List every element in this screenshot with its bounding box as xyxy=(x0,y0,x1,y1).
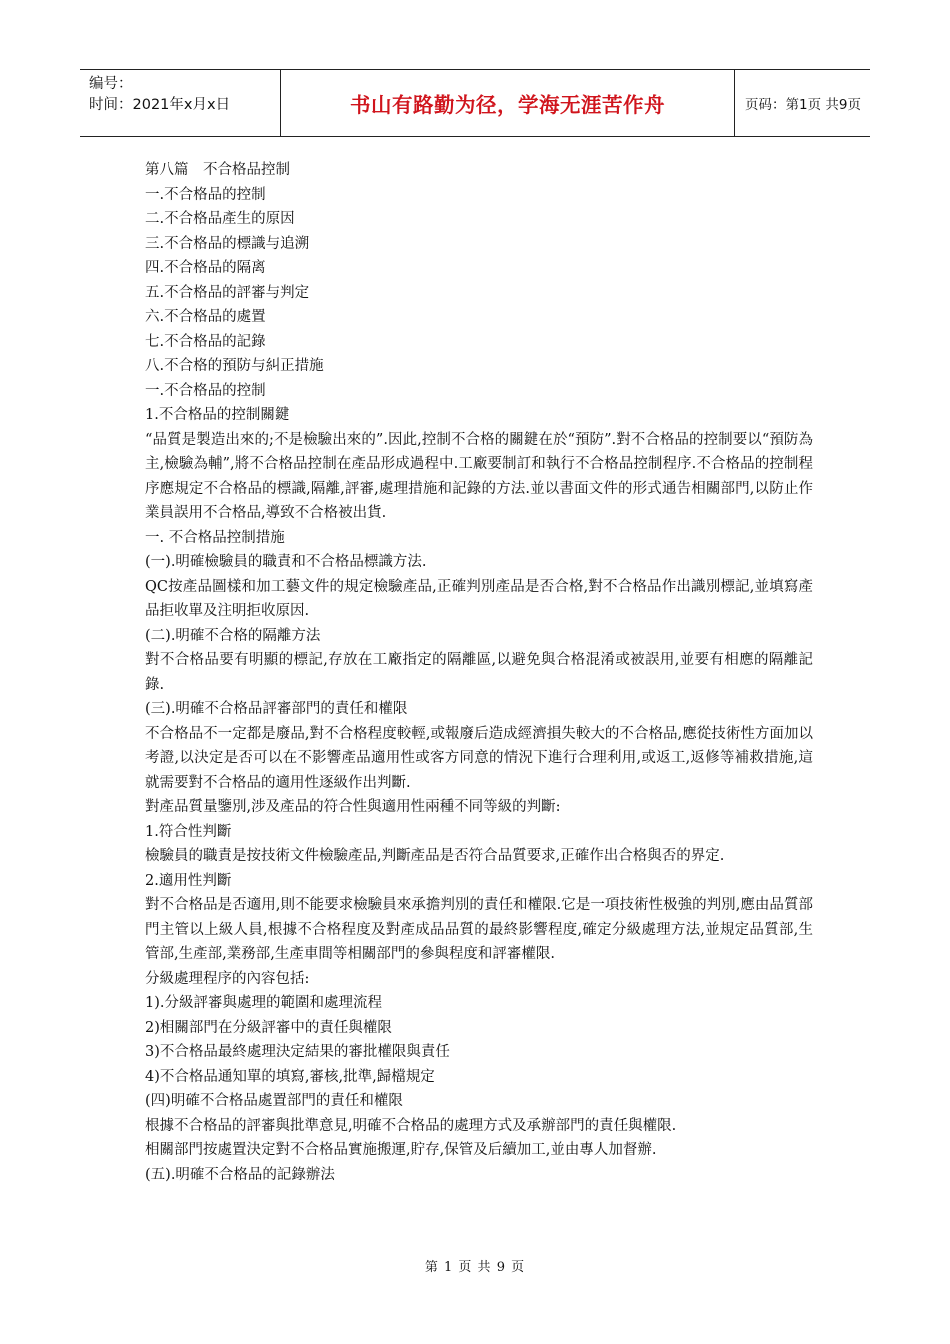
body-paragraph: 2.適用性判斷 xyxy=(145,872,232,889)
body-paragraph: “品質是製造出來的;不是檢驗出來的”.因此,控制不合格的關鍵在於“預防”.對不合格品的控制要以“預防為主,檢驗為輔”,將不合格品控制在產品形成過程中.工廠要制訂和執行不合格品控制程序.不合格品的控制程序應規定不合格品的標識,隔離,評審,處理措施和記錄的方法.並以書面文件的形式通告相關部門,以防止作業員誤用不合格品,導致不合格被出貨. xyxy=(145,431,813,521)
body-paragraph: 1.符合性判斷 xyxy=(145,823,232,840)
body-paragraph: 四.不合格品的隔离 xyxy=(145,260,266,276)
body-paragraph: 一.不合格品的控制 xyxy=(145,186,266,203)
page-header xyxy=(80,69,870,137)
body-paragraph: 相關部門按處置決定對不合格品實施搬運,貯存,保管及后續加工,並由專人加督辦. xyxy=(145,1142,657,1158)
body-paragraph: 對產品質量鑒別,涉及產品的符合性與適用性兩種不同等級的判斷: xyxy=(145,799,561,815)
page-footer: 第 1 页 共 9 页 xyxy=(424,1260,526,1275)
body-paragraph: (二).明確不合格的隔離方法 xyxy=(145,627,321,644)
header-motto: 书山有路勤为径，学海无涯苦作舟 xyxy=(350,93,665,117)
body-paragraph: 第八篇 不合格品控制 xyxy=(145,162,290,178)
body-paragraph: (五).明確不合格品的記錄辦法 xyxy=(145,1166,335,1183)
body-paragraph: 五.不合格品的評審与判定 xyxy=(145,284,310,301)
body-paragraph: 1.不合格品的控制關鍵 xyxy=(145,407,290,423)
body-paragraph: (三).明確不合格品評審部門的責任和權限 xyxy=(145,701,408,717)
body-paragraph: 一. 不合格品控制措施 xyxy=(145,529,285,546)
body-paragraph: 三.不合格品的標識与追溯 xyxy=(145,235,310,252)
document-number-label: 编号： xyxy=(89,76,133,92)
body-paragraph: 檢驗員的職責是按技術文件檢驗產品,判斷產品是否符合品質要求,正確作出合格與否的界定. xyxy=(145,848,725,864)
body-paragraph: 八.不合格的預防与糾正措施 xyxy=(145,358,324,374)
body-paragraph: 對不合格品是否適用,則不能要求檢驗員來承擔判別的責任和權限.它是一項技術性极強的判別,應由品質部門主管以上級人員,根據不合格程度及對產成品品質的最終影響程度,確定分級處理方法,並規定品質部,生管部,生產部,業務部,生產車間等相關部門的參與程度和評審權限. xyxy=(145,897,813,962)
body-paragraph: 4)不合格品通知單的填寫,審核,批準,歸檔規定 xyxy=(145,1068,435,1085)
document-body xyxy=(145,158,813,1187)
body-paragraph: 不合格品不一定都是廢品,對不合格程度較輕,或報廢后造成經濟損失較大的不合格品,應從技術性方面加以考證,以決定是否可以在不影響產品適用性或客方同意的情況下進行合理利用,或返工,返修等補救措施,這就需要對不合格品的適用性逐級作出判斷. xyxy=(145,725,813,791)
body-paragraph: 一.不合格品的控制 xyxy=(145,382,266,399)
document-date: 时间：2021年x月x日 xyxy=(89,97,231,113)
body-paragraph: 2)相關部門在分級評審中的責任與權限 xyxy=(145,1019,392,1036)
header-page-code: 页码：第1页 共9页 xyxy=(745,97,861,113)
body-paragraph: 3)不合格品最終處理決定結果的審批權限與責任 xyxy=(145,1044,450,1060)
body-paragraph: 二.不合格品產生的原因 xyxy=(145,211,295,227)
header-meta xyxy=(80,70,280,136)
body-paragraph: 對不合格品要有明顯的標記,存放在工廠指定的隔離區,以避免與合格混淆或被誤用,並要有相應的隔離記錄. xyxy=(145,652,813,693)
header-motto-cell xyxy=(280,70,735,136)
body-paragraph: 七.不合格品的記錄 xyxy=(145,333,266,350)
body-paragraph: QC按產品圖樣和加工藝文件的規定檢驗產品,正確判別產品是否合格,對不合格品作出識別標記,並填寫產品拒收單及注明拒收原因. xyxy=(145,578,813,619)
body-paragraph: 1).分級評審與處理的範圍和處理流程 xyxy=(145,995,382,1011)
body-paragraph: (四)明確不合格品處置部門的責任和權限 xyxy=(145,1093,403,1109)
body-paragraph: 分級處理程序的內容包括: xyxy=(145,970,310,987)
body-paragraph: 六.不合格品的處置 xyxy=(145,309,266,325)
body-paragraph: (一).明確檢驗員的職責和不合格品標識方法. xyxy=(145,554,427,570)
body-paragraph: 根據不合格品的評審與批準意見,明確不合格品的處理方式及承辦部門的責任與權限. xyxy=(145,1117,677,1134)
